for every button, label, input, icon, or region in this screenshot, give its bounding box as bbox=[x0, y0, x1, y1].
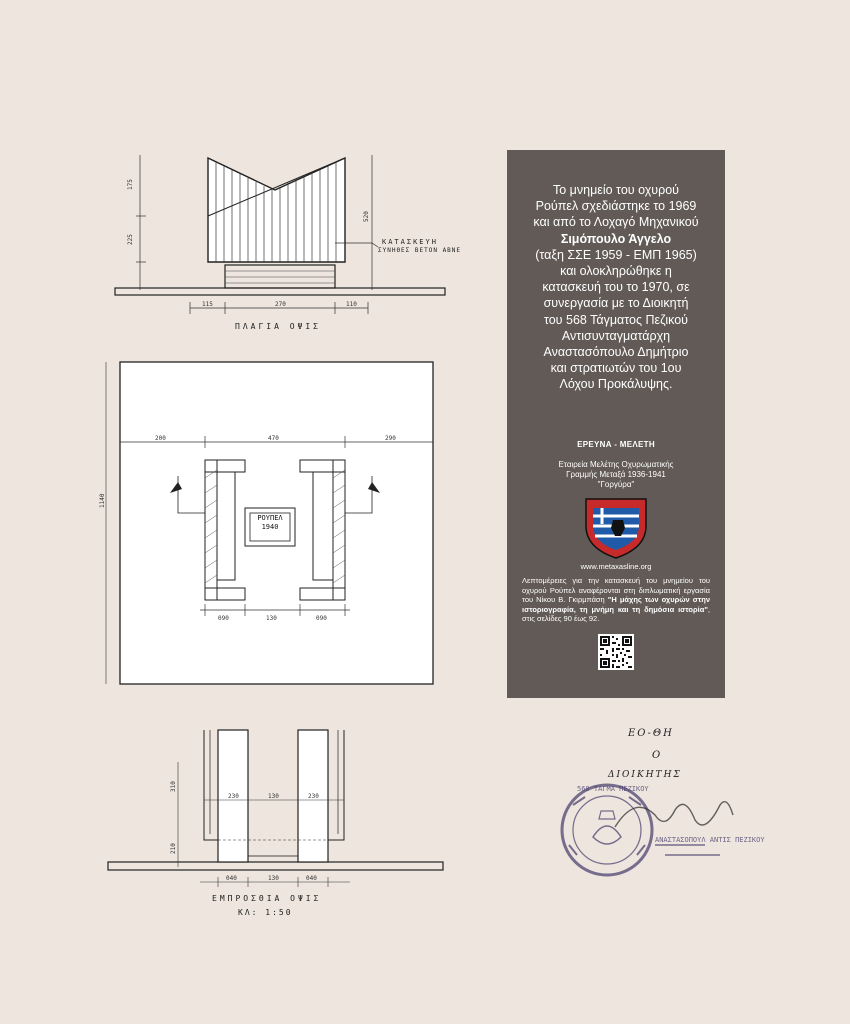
svg-text:175: 175 bbox=[127, 179, 134, 190]
side-view-label: ΠΛΑΓΙΑ ΟΨΙΣ bbox=[235, 322, 321, 331]
qr-code-icon[interactable] bbox=[598, 634, 634, 670]
svg-text:230: 230 bbox=[308, 793, 319, 800]
front-view-drawing bbox=[100, 722, 450, 892]
desc-line-11: και στρατιωτών του 1ου bbox=[550, 361, 682, 376]
desc-line-12: Λόχου Προκάλυψης. bbox=[559, 377, 673, 392]
plaque-text bbox=[250, 514, 290, 532]
svg-text:130: 130 bbox=[268, 875, 279, 882]
organization-name bbox=[527, 460, 705, 490]
desc-line-8: του 568 Τάγματος Πεζικού bbox=[543, 312, 689, 327]
stamp-side-text: ΑΝΑΣΤΑΣΟΠΟΥΛ ΑΝΤΙΣ ΠΕΖΙΚΟΥ bbox=[655, 836, 765, 844]
front-view-svg bbox=[100, 722, 450, 892]
front-view-label: ΕΜΠΡΟΣΘΙΑ ΟΨΙΣ bbox=[212, 894, 322, 903]
svg-text:310: 310 bbox=[170, 781, 177, 792]
svg-text:290: 290 bbox=[385, 435, 396, 442]
official-stamp-icon bbox=[555, 775, 765, 890]
designer-name: Σιμόπουλο Άγγελο bbox=[560, 231, 672, 246]
svg-text:110: 110 bbox=[346, 301, 357, 308]
svg-text:130: 130 bbox=[266, 615, 277, 622]
svg-text:230: 230 bbox=[228, 793, 239, 800]
org-line-3: "Γοργύρα" bbox=[597, 480, 635, 489]
monument-description bbox=[515, 182, 717, 393]
svg-text:270: 270 bbox=[275, 301, 286, 308]
desc-line-7: συνεργασία με το Διοικητή bbox=[543, 296, 689, 311]
website-link[interactable]: www.metaxasline.org bbox=[580, 562, 652, 571]
org-line-2: Γραμμής Μεταξά 1936-1941 bbox=[566, 470, 666, 479]
svg-text:090: 090 bbox=[218, 615, 229, 622]
svg-text:225: 225 bbox=[127, 234, 134, 245]
desc-line-3: και από το Λοχαγό Μηχανικού bbox=[533, 215, 699, 230]
signature-line-3: ΔΙΟΙΚΗΤΗΣ bbox=[608, 770, 682, 780]
svg-text:040: 040 bbox=[226, 875, 237, 882]
svg-text:130: 130 bbox=[268, 793, 279, 800]
signature-line-2: Ο bbox=[652, 750, 663, 761]
plaque-line-2: 1940 bbox=[261, 523, 279, 531]
svg-text:090: 090 bbox=[316, 615, 327, 622]
signature-line-1: ΕΟ-ΘΗ bbox=[628, 728, 674, 739]
desc-line-2: Ρούπελ σχεδιάστηκε το 1969 bbox=[535, 199, 697, 214]
desc-line-9: Αντισυνταγματάρχη bbox=[561, 328, 671, 343]
desc-line-6: κατασκευή του το 1970, σε bbox=[542, 280, 690, 295]
svg-text:470: 470 bbox=[268, 435, 279, 442]
svg-text:520: 520 bbox=[363, 211, 370, 222]
scale-label: ΚΛ: 1:50 bbox=[238, 908, 293, 917]
desc-line-10: Αναστασόπουλο Δημήτριο bbox=[543, 345, 689, 360]
desc-line-5: και ολοκληρώθηκε η bbox=[560, 264, 672, 279]
research-title: ΕΡΕΥΝΑ - ΜΕΛΕΤΗ bbox=[577, 440, 655, 449]
thesis-note: Λεπτομέρειες για την κατασκευή του μνημείου του οχυρού Ρούπελ αναφέρονται στη διπλωματική εργασία του Νίκου Β. Γκιρμπάση "Η μάχης των οχυρών στην ιστοριογραφία, τη μνήμη και τη δημόσια ιστορία", στις σελίδες 90 έως 92. bbox=[522, 576, 710, 623]
svg-text:040: 040 bbox=[306, 875, 317, 882]
desc-line-1: Το μνημείο του οχυρού bbox=[552, 183, 679, 197]
construction-note-1: ΚΑΤΑΣΚΕΥΗ bbox=[382, 238, 438, 246]
desc-line-4: (ταξη ΣΣΕ 1959 - ΕΜΠ 1965) bbox=[535, 247, 697, 262]
stamp-ring-text: 568 ΤΑΓΜΑ ΠΕΖΙΚΟΥ bbox=[577, 785, 649, 793]
svg-text:1140: 1140 bbox=[99, 493, 106, 508]
org-line-1: Εταιρεία Μελέτης Οχυρωματικής bbox=[558, 460, 674, 469]
plaque-line-1: ΡΟΥΠΕΛ bbox=[257, 514, 283, 522]
society-emblem-icon bbox=[583, 496, 649, 560]
construction-note-2: ΣΥΝΗΘΕΣ ΒΕΤΟΝ ΑΒΝΕ bbox=[378, 247, 462, 254]
svg-text:210: 210 bbox=[170, 843, 177, 854]
svg-text:115: 115 bbox=[202, 301, 213, 308]
info-panel bbox=[507, 150, 725, 698]
svg-text:200: 200 bbox=[155, 435, 166, 442]
